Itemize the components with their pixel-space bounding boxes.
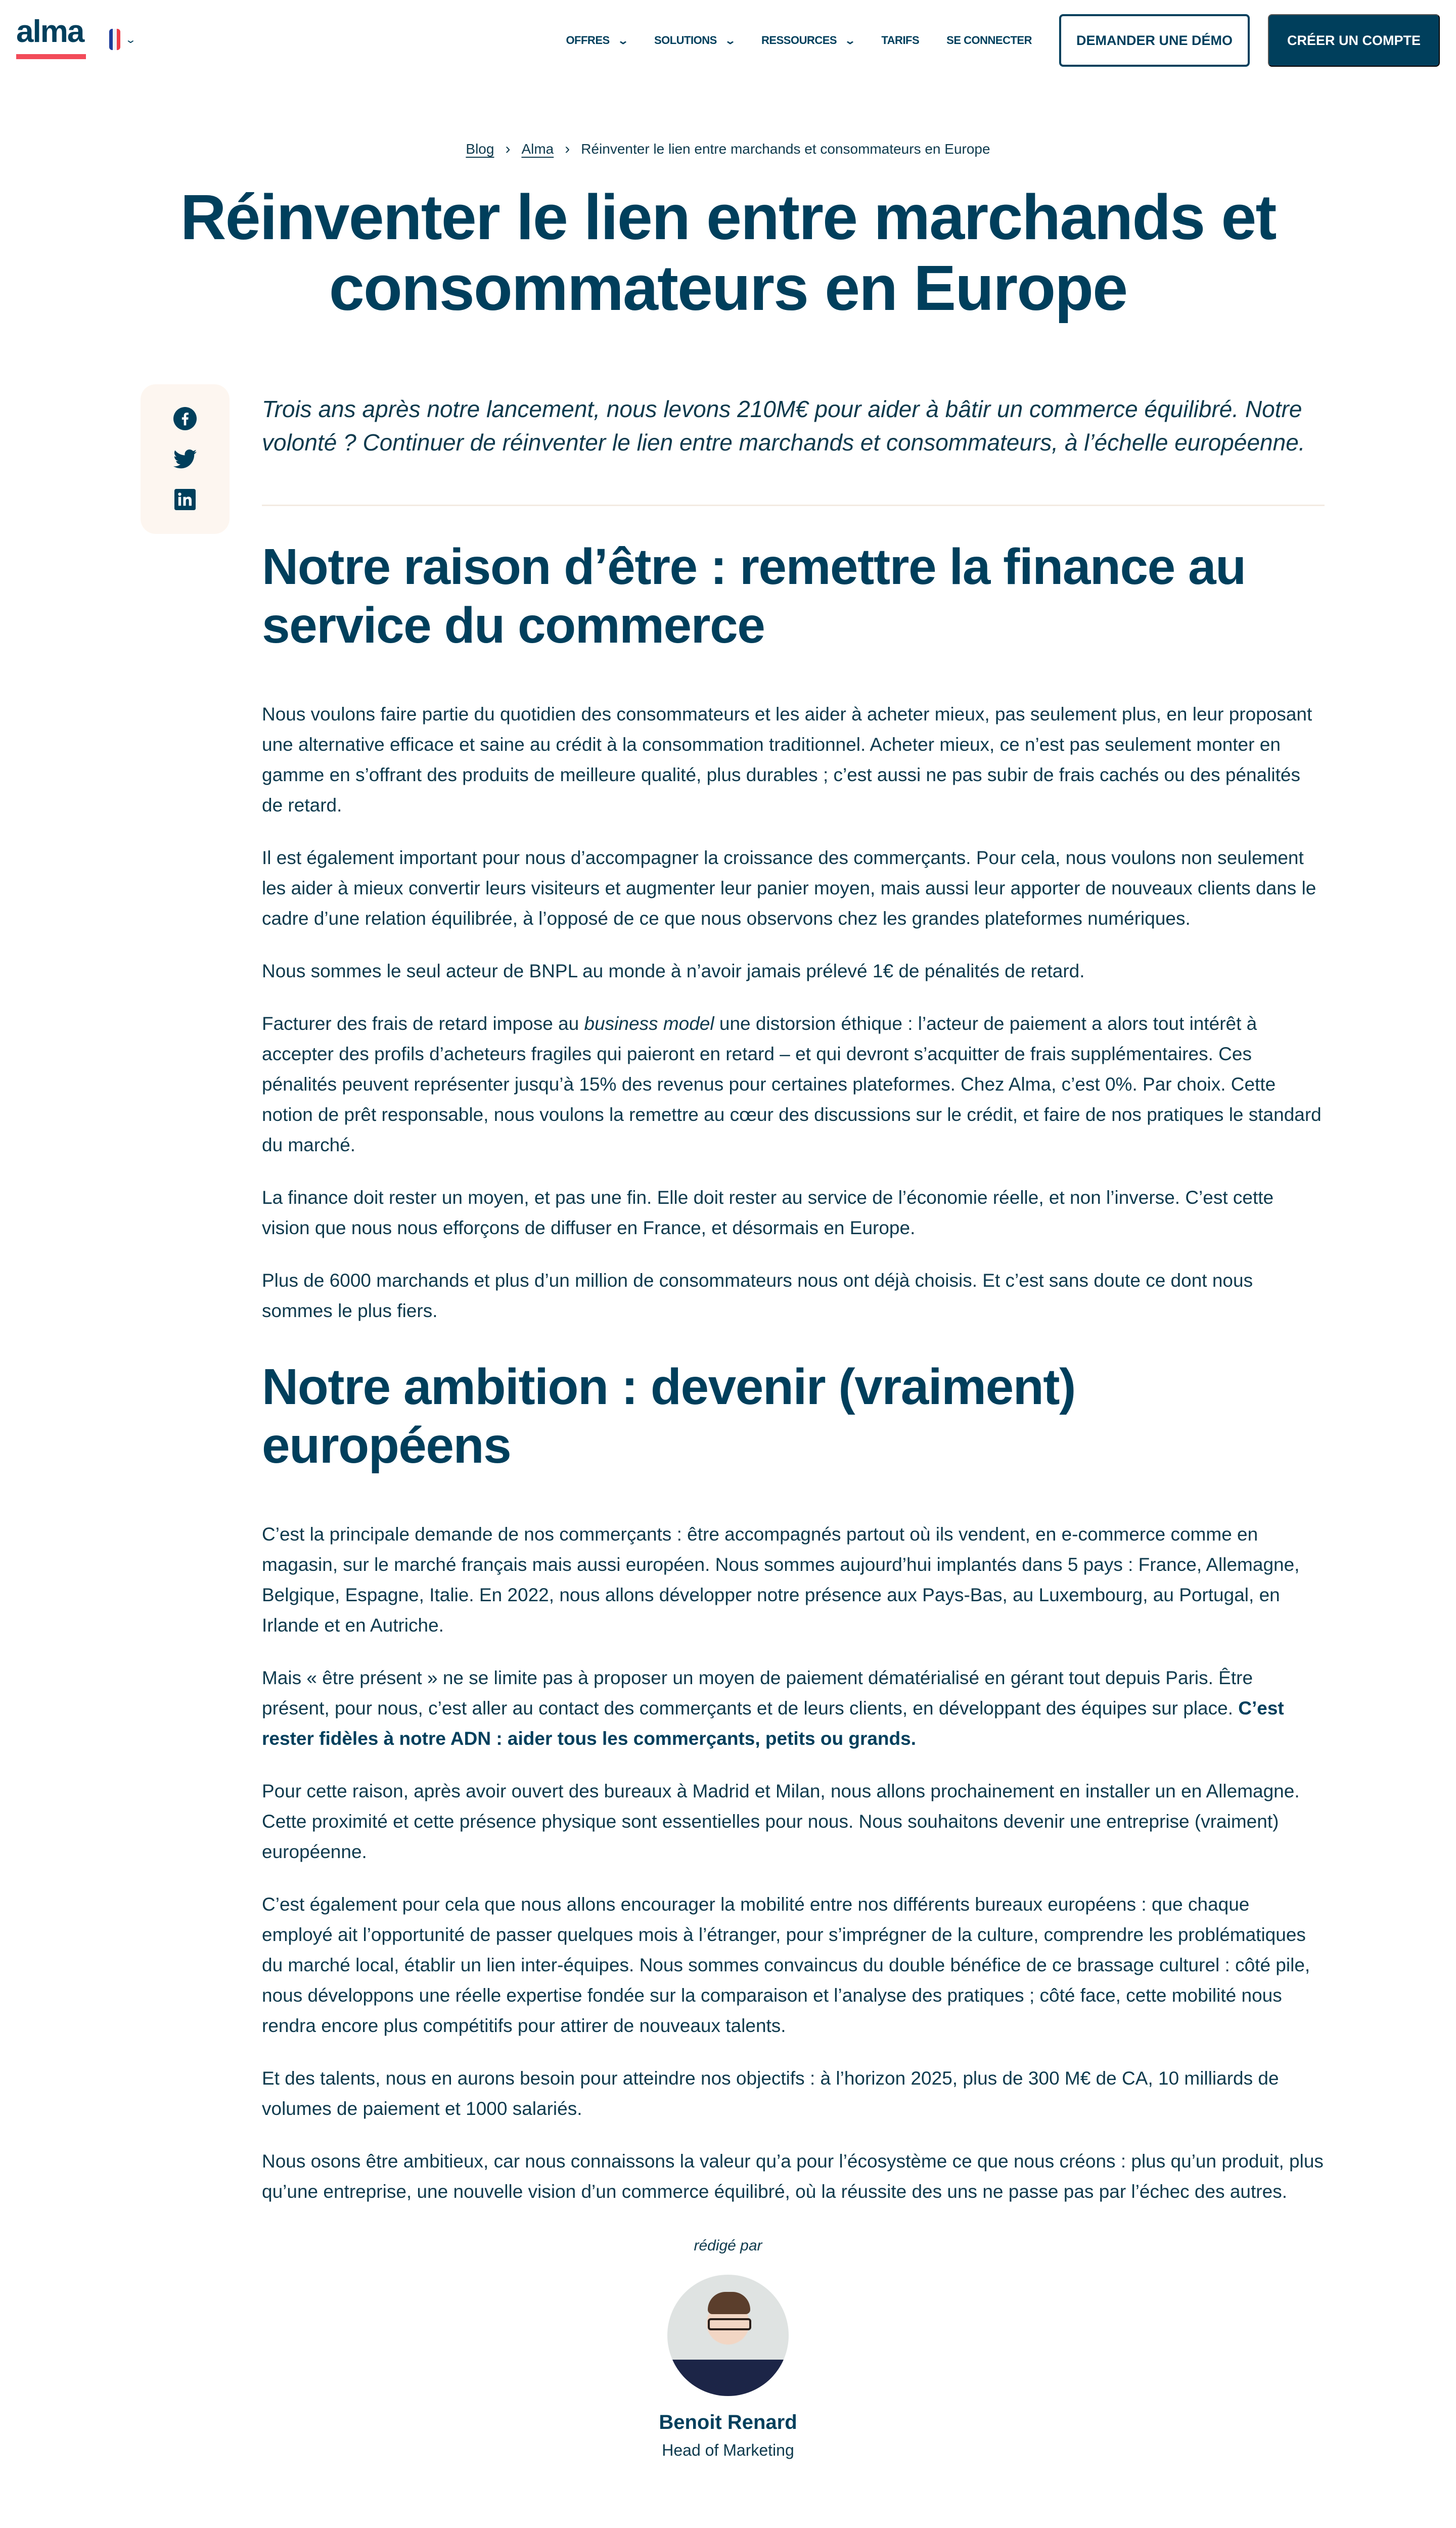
paragraph: Nous voulons faire partie du quotidien des consommateurs et les aider à acheter mieux, pas seulement plus, en leur proposant une alternative efficace et saine au crédit à la consommation traditionnel. Acheter mieux, ce n’est pas seulement monter en gamme en s’offrant des produits de meilleure qualité, plus durables ; c’est aussi ne pas subir de frais cachés ou des pénalités de retard. — [262, 704, 1312, 816]
section-heading: Notre ambition : devenir (vraiment) européens — [262, 1359, 1075, 1474]
paragraph — [262, 1009, 1324, 1160]
alma-logo[interactable] — [16, 14, 87, 59]
paragraph: C’est la principale demande de nos commerçants : être accompagnés partout où ils vendent, en e-commerce comme en magasin, sur le marché français mais aussi européen. Nous sommes aujourd’hui implantés dans 5 pays : France, Allemagne, Belgique, Espagne, Italie. En 2022, nous allons développer notre présence aux Pays-Bas, au Luxembourg, au Portugal, en Irlande et en Autriche. — [262, 1524, 1300, 1636]
france-flag-icon — [109, 29, 120, 50]
section-heading: Notre raison d’être : remettre la finance au service du commerce — [262, 538, 1246, 654]
logo-underline — [16, 54, 86, 59]
language-switcher[interactable] — [109, 29, 135, 50]
paragraph: Pour cette raison, après avoir ouvert des bureaux à Madrid et Milan, nous allons prochainement en installer un en Allemagne. Cette proximité et cette présence physique sont essentielles pour nous. Nous souhaitons devenir une entreprise (vraiment) européenne. — [262, 1781, 1300, 1862]
paragraph: Et des talents, nous en aurons besoin pour atteindre nos objectifs : à l’horizon 2025, plus de 300 M€ de CA, 10 milliards de volumes de paiement et 1000 salariés. — [262, 2068, 1279, 2119]
nav-offres[interactable] — [566, 34, 627, 47]
text: une distorsion éthique : l’acteur de paiement a alors tout intérêt à accepter des profils d’acheteurs fragiles qui paieront en retard – et qui devront s’acquitter de frais supplémentaires. Ces pénalités peuvent représenter jusqu’à 15% des revenus pour certaines plateformes. Chez Alma, c’est 0%. Par choix. Cette notion de prêt responsable, nous voulons la remettre au cœur des discussions sur le crédit, et faire de nos pratiques le standard du marché. — [262, 1013, 1322, 1155]
nav-ressources[interactable] — [761, 34, 854, 47]
paragraph: La finance doit rester un moyen, et pas une fin. Elle doit rester au service de l’économie réelle, et non l’inverse. C’est cette vision que nous nous efforçons de diffuser en France, et désormais en Europe. — [262, 1187, 1274, 1238]
breadcrumb-blog[interactable]: Blog — [466, 141, 494, 157]
intro-divider — [262, 505, 1325, 506]
nav-label: SE CONNECTER — [946, 34, 1032, 47]
nav-solutions[interactable] — [654, 34, 734, 47]
paragraph: Nous osons être ambitieux, car nous connaissons la valeur qu’a pour l’écosystème ce que nous créons : plus qu’un produit, plus qu’une entreprise, une nouvelle vision d’un commerce équilibré, où la réussite des uns ne passe pas par l’échec des autres. — [262, 2151, 1324, 2202]
author-by-label: rédigé par — [694, 2237, 762, 2254]
article-intro — [131, 384, 1325, 506]
paragraph: Il est également important pour nous d’accompagner la croissance des commerçants. Pour cela, nous voulons non seulement les aider à mieux convertir leurs visiteurs et augmenter leur panier moyen, mais aussi leur apporter de nouveaux clients dans le cadre d’une relation équilibrée, à l’opposé de ce que nous observons chez les grandes plateformes numériques. — [262, 847, 1316, 929]
nav-label: TARIFS — [881, 34, 920, 47]
nav-label: RESSOURCES — [761, 34, 837, 47]
main-nav — [566, 14, 1440, 67]
bold-text: C’est rester fidèles à notre ADN : aider tous les commerçants, petits ou grands. — [262, 1698, 1284, 1749]
author-role: Head of Marketing — [662, 2441, 794, 2459]
create-account-button[interactable]: CRÉER UN COMPTE — [1268, 14, 1440, 67]
nav-tarifs[interactable] — [881, 34, 919, 47]
chevron-down-icon: ⌄ — [124, 34, 137, 46]
paragraph: Plus de 6000 marchands et plus d’un million de consommateurs nous ont déjà choisis. Et c’est sans doute ce dont nous sommes le plus fiers. — [262, 1270, 1253, 1321]
italic-text: business model — [584, 1013, 714, 1034]
author-card — [0, 2237, 1456, 2460]
chevron-down-icon: ⌄ — [617, 35, 629, 47]
author-avatar — [667, 2275, 789, 2396]
page-title: Réinventer le lien entre marchands et consommateurs en Europe — [180, 182, 1276, 324]
nav-login[interactable] — [946, 34, 1032, 47]
article-body — [262, 537, 1324, 2207]
paragraph: Nous sommes le seul acteur de BNPL au monde à n’avoir jamais prélevé 1€ de pénalités de retard. — [262, 961, 1085, 981]
text: Mais « être présent » ne se limite pas à proposer un moyen de paiement dématérialisé en gérant tout depuis Paris. Être présent, pour nous, c’est aller au contact des commerçants et de leurs clients, en développant des équipes sur place. — [262, 1667, 1253, 1719]
nav-label: OFFRES — [566, 34, 610, 47]
facebook-icon[interactable] — [173, 407, 197, 431]
breadcrumb-alma[interactable]: Alma — [521, 141, 554, 157]
nav-label: SOLUTIONS — [654, 34, 717, 47]
breadcrumb-separator: › — [505, 141, 511, 157]
breadcrumb — [0, 141, 1456, 158]
text: Facturer des frais de retard impose au — [262, 1013, 584, 1034]
logo-text: alma — [16, 14, 84, 49]
request-demo-button[interactable]: DEMANDER UNE DÉMO — [1059, 14, 1250, 67]
chevron-down-icon: ⌄ — [724, 35, 736, 47]
chevron-down-icon: ⌄ — [844, 35, 856, 47]
site-header — [0, 0, 1456, 76]
share-bar — [141, 384, 230, 534]
breadcrumb-separator: › — [565, 141, 570, 157]
paragraph — [262, 1663, 1324, 1754]
breadcrumb-current: Réinventer le lien entre marchands et consommateurs en Europe — [581, 141, 990, 157]
paragraph: C’est également pour cela que nous allons encourager la mobilité entre nos différents bureaux européens : que chaque employé ait l’opportunité de passer quelques mois à l’étranger, pour s’imprégner de la culture, comprendre les problématiques du marché local, établir un lien inter-équipes. Nous sommes convaincus du double bénéfice de ce brassage culturel : côté pile, nous développons une réelle expertise fondée sur la comparaison et l’analyse des pratiques ; côté face, cette mobilité nous rendra encore plus compétitifs pour attirer de nouveaux talents. — [262, 1894, 1310, 2036]
author-name: Benoit Renard — [659, 2411, 797, 2433]
twitter-icon[interactable] — [173, 447, 197, 471]
linkedin-icon[interactable] — [173, 487, 197, 512]
intro-text: Trois ans après notre lancement, nous levons 210M€ pour aider à bâtir un commerce équilibré. Notre volonté ? Continuer de réinventer le lien entre marchands et consommateurs, à l’échelle européenne. — [262, 396, 1305, 456]
